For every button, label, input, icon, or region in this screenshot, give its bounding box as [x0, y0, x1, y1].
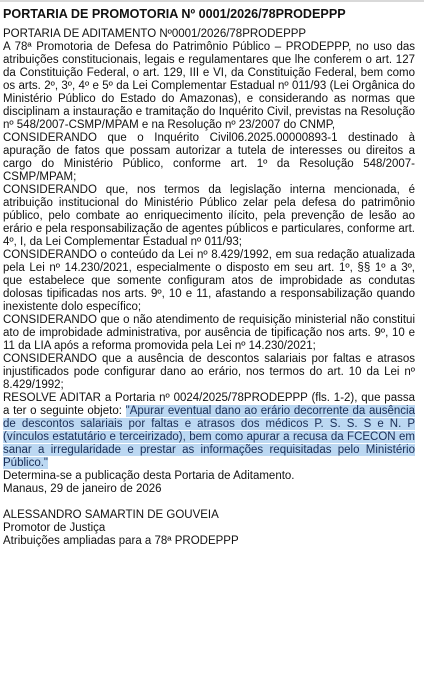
- signer-attributions: Atribuições ampliadas para a 78ª PRODEPPP: [3, 535, 239, 547]
- resolve-text: RESOLVE ADITAR a Portaria nº 0024/2025/78PRODEPPP (fls. 1-2), que passa a ter o seguinte objeto:: [3, 392, 415, 417]
- top-divider: [0, 0, 424, 2]
- signer-role: Promotor de Justiça: [3, 522, 106, 534]
- paragraph-considerando-3: CONSIDERANDO o conteúdo da Lei nº 8.429/1992, em sua redação atualizada pela Lei nº 14.230/2021, especialmente o disposto em seu art. 1º, §§ 1º a 3º, que estabelece que somente configuram atos de improbidade as condutas dolosas tipificadas nos arts. 9º, 10 e 11, afastando a responsabilização quando inexistente dolo específico;: [3, 249, 415, 313]
- paragraph-considerando-5: CONSIDERANDO que a ausência de descontos salariais por faltas e atrasos injustificados pode configurar dano ao erário, nos termos do art. 10 da Lei nº 8.429/1992;: [3, 353, 415, 391]
- paragraph-resolve: [3, 392, 415, 470]
- document-body: [3, 28, 415, 548]
- document-header: PORTARIA DE PROMOTORIA Nº 0001/2026/78PRODEPPP: [3, 7, 346, 21]
- signature-block: [3, 509, 415, 548]
- resolve-highlighted-object[interactable]: "Apurar eventual dano ao erário decorrente da ausência de descontos salariais por faltas e atrasos dos médicos P. S. S. S e N. P (vínculos estatutário e terceirizado), bem como apurar a recusa da FCECON em sanar a irregularidade e prestar as informações requisitadas pelo Ministério Público.": [3, 405, 415, 469]
- paragraph-preamble: A 78ª Promotoria de Defesa do Patrimônio Público – PRODEPPP, no uso das atribuições constitucionais, legais e regulamentares que lhe conferem o art. 127 da Constituição Federal, o art. 129, III e VI, da Constituição Federal, bem como os arts. 2º, 3º, 4º e 5º da Lei Complementar Estadual nº 011/93 (Lei Orgânica do Ministério Público do Estado do Amazonas), e considerando as normas que disciplinam a instauração e tramitação do Inquérito Civil, previstas na Resolução nº 548/2007-CSMP/MPAM e na Resolução nº 23/2007 do CNMP,: [3, 41, 415, 131]
- paragraph-considerando-4: CONSIDERANDO que o não atendimento de requisição ministerial não constitui ato de improbidade administrativa, por ausência de tipificação nos arts. 9º, 10 e 11 da LIA após a reforma promovida pela Lei nº 14.230/2021;: [3, 314, 415, 352]
- signer-name: ALESSANDRO SAMARTIN DE GOUVEIA: [3, 509, 219, 521]
- document-title: PORTARIA DE ADITAMENTO Nº0001/2026/78PRODEPPP: [3, 28, 307, 40]
- place-date: Manaus, 29 de janeiro de 2026: [3, 483, 162, 495]
- publication-note: Determina-se a publicação desta Portaria de Aditamento.: [3, 470, 295, 482]
- paragraph-considerando-2: CONSIDERANDO que, nos termos da legislação interna mencionada, é atribuição institucional do Ministério Público zelar pela defesa do patrimônio público, pelo combate ao enriquecimento ilícito, pela prevenção de lesão ao erário e pela responsabilização de agentes públicos e particulares, conforme art. 4º, I, da Lei Complementar Estadual nº 011/93;: [3, 184, 415, 248]
- paragraph-considerando-1: CONSIDERANDO que o Inquérito Civil06.2025.00000893-1 destinado à apuração de fatos que possam autorizar a tutela de interesses ou direitos a cargo do Ministério Público, conforme art. 1º da Resolução 548/2007-CSMP/MPAM;: [3, 132, 415, 183]
